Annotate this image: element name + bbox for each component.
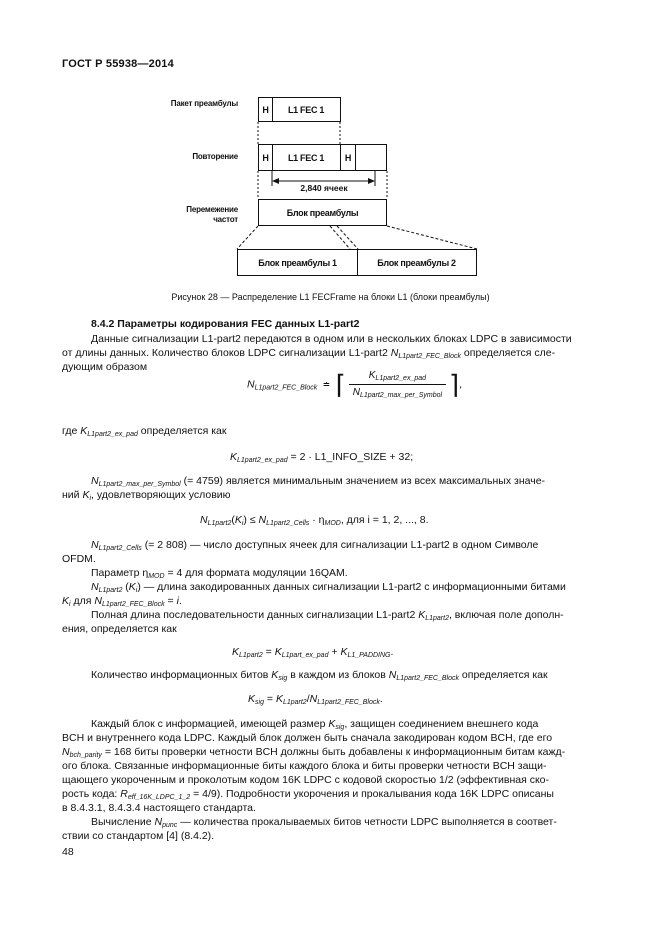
- equation-5: $K_{sig} = K_{L1part2}/N_{L1part2\_FEC\_Block}$.: [248, 693, 383, 706]
- figure-caption: Рисунок 28 — Распределение L1 FECFrame на блоки L1 (блоки преамбулы): [171, 292, 490, 302]
- section-title: 8.4.2 Параметры кодирования FEC данных L1-part2: [91, 318, 360, 330]
- header-block: H: [258, 97, 273, 122]
- equation-4: $K_{L1part2} = K_{L1part\_ex\_pad} + K_{L1\_PADDING}$.: [232, 646, 394, 659]
- document-header: ГОСТ Р 55938—2014: [62, 58, 174, 70]
- para-4-text-b: = 4 для формата модуляции 16QAM.: [167, 567, 348, 579]
- para-8-line-1: Каждый блок с информацией, имеющей размер $K_{sig}$, защищен соединением внешнего кода: [91, 718, 539, 731]
- para-4-text-a: Параметр η: [91, 567, 149, 579]
- para-8-text-6a: рость кода:: [62, 788, 118, 800]
- para-9-text-b: — количества прокалываемых битов четности LDPC выполняется в соответ-: [180, 816, 557, 828]
- para-9-line-2: ствии со стандартом [4] (8.4.2).: [62, 830, 215, 842]
- para-7-text-a: Количество информационных битов: [91, 669, 269, 681]
- header-block-repeat: H: [258, 144, 273, 171]
- equation-2: $K_{L1part2\_ex\_pad} = 2$ · L1_INFO_SIZE + 32;: [230, 451, 414, 464]
- para-1-line-2: от длины данных. Количество блоков LDPC сигнализации L1-part2 $N_{L1part2\_FEC\_Block}$ определяется сле-: [62, 347, 556, 360]
- para-8-line-4: ого блока. Связанные информационные биты каждого блока и биты проверки четности BCH защи-: [62, 760, 547, 772]
- row-label-preamble-packet: Пакет преамбулы: [170, 99, 238, 108]
- row-label-frequency-interleaving: Перемежение частот: [186, 205, 238, 224]
- para-8-line-3: $N_{bch\_parity} = 168$ биты проверки четности BCH должны быть добавлены к информационным битам кажд-: [62, 746, 566, 759]
- para-9-text-a: Вычисление: [91, 816, 152, 828]
- para-8-line-6: рость кода: $R_{eff\_16K\_LDPC\_1\_2} = 4/9$). Подробности укорочения и прокалывания кода 16K LDPC описаны: [62, 788, 554, 801]
- para-7-text-b: в каждом из блоков: [290, 669, 386, 681]
- para-6-line-2: ения, определяется как: [62, 623, 177, 635]
- para-7: Количество информационных битов $K_{sig}$ в каждом из блоков $N_{L1part2\_FEC\_Block}$ определяется как: [91, 669, 548, 682]
- para-2-line-2: ний $K_i$, удовлетворяющих условию: [62, 489, 231, 502]
- para-6-text-b: , включая поле дополн-: [448, 609, 564, 621]
- l1-fec-block: L1 FEC 1: [272, 97, 341, 122]
- para-2-line-1: $N_{L1part2\_max\_per\_Symbol}$ (= 4759) является минимальным значением из всех максимальных значе-: [91, 475, 546, 488]
- para-8-text-1: Каждый блок с информацией, имеющей размер: [91, 718, 326, 730]
- para-5-line-1: $N_{L1part2}$ $(K_i)$ — длина закодированных данных сигнализации L1-part2 с информационными битами: [91, 581, 566, 594]
- equation-3: $N_{L1part2}(K_i) \le N_{L1part2\_Cells} \cdot \eta_{MOD}$, для i = 1, 2, ..., 8.: [200, 514, 429, 527]
- para-6-text-a: Полная длина последовательности данных сигнализации L1-part2: [91, 609, 416, 621]
- equation-2-rhs: = 2 · L1_INFO_SIZE + 32;: [290, 451, 414, 463]
- preamble-block-1: Блок преамбулы 1: [237, 249, 358, 276]
- para-3-line-1: $N_{L1part2\_Cells}$ (= 2 808) — число доступных ячеек для сигнализации L1-part2 в одном Символе: [91, 539, 539, 552]
- para-6-line-1: Полная длина последовательности данных сигнализации L1-part2 $K_{L1part2}$, включая поле дополн-: [91, 609, 564, 622]
- page-number: 48: [62, 846, 74, 858]
- para-2-text-a: (= 4759) является минимальным значением из всех максимальных значе-: [183, 475, 546, 487]
- where-text-a: где: [62, 425, 78, 437]
- para-7-text-c: определяется как: [461, 669, 548, 681]
- row-label-repetition: Повторение: [192, 152, 238, 161]
- para-8-line-2: BCH и внутреннего кода LDPC. Каждый блок должен быть сначала закодирован кодом BCH, где его: [62, 732, 553, 744]
- preamble-block-2: Блок преамбулы 2: [357, 249, 477, 276]
- where-line: где $K_{L1part2\_ex\_pad}$ определяется как: [62, 425, 227, 438]
- para-1-text-a: от длины данных. Количество блоков LDPC сигнализации L1-part2: [62, 347, 388, 359]
- cells-count-label: 2,840 ячеек: [300, 183, 348, 193]
- para-8-line-7: в 8.4.3.1, 8.4.3.4 настоящего стандарта.: [62, 802, 256, 814]
- equation-1: $N_{L1part2\_FEC\_Block}$ ≐ ⌈ $\frac{K_{L1part2\_ex\_pad}}{N_{L1part2\_max\_per\_Symbol}}$ ⌉,: [247, 369, 463, 400]
- where-text-b: определяется как: [140, 425, 227, 437]
- para-8-text-1b: , защищен соединением внешнего кода: [344, 718, 539, 730]
- para-9-line-1: Вычисление $N_{punc}$ — количества прокалываемых битов четности LDPC выполняется в соответ-: [91, 816, 557, 829]
- para-2-text-c: , удовлетворяющих условию: [91, 489, 231, 501]
- para-1-line-1: Данные сигнализации L1-part2 передаются в одном или в нескольких блоках LDPC в зависимости: [91, 333, 572, 345]
- l1-fec-block-repeat: L1 FEC 1: [272, 144, 341, 171]
- equation-3-tail: , для i = 1, 2, ..., 8.: [340, 514, 429, 526]
- para-5-text-b: для: [73, 595, 92, 607]
- para-3-text-a: (= 2 808) — число доступных ячеек для сигнализации L1-part2 в одном Символе: [144, 539, 539, 551]
- para-1-text-b: определяется сле-: [463, 347, 556, 359]
- para-1-line-3: дующим образом: [62, 361, 148, 373]
- para-8-text-6b: = 4/9). Подробности укорочения и прокалывания кода 16K LDPC описаны: [193, 788, 554, 800]
- header-block-second: H: [340, 144, 356, 171]
- para-3-line-2: OFDM.: [62, 553, 96, 565]
- para-8-text-3b: = 168 биты проверки четности BCH должны быть добавлены к информационным битам кажд-: [104, 746, 566, 758]
- para-8-line-5: щающего укороченным и проколотым кодом 16K LDPC с кодовой скоростью 1/2 (эффективная ско-: [62, 774, 549, 786]
- para-5-line-2: $K_i$ для $N_{L1part2\_FEC\_Block} = i$.: [62, 595, 182, 608]
- para-5-text-a: — длина закодированных данных сигнализации L1-part2 с информационными битами: [143, 581, 566, 593]
- para-4: Параметр $\eta_{MOD} = 4$ для формата модуляции 16QAM.: [91, 567, 348, 580]
- preamble-block: Блок преамбулы: [258, 199, 387, 226]
- para-2-text-b: ний: [62, 489, 80, 501]
